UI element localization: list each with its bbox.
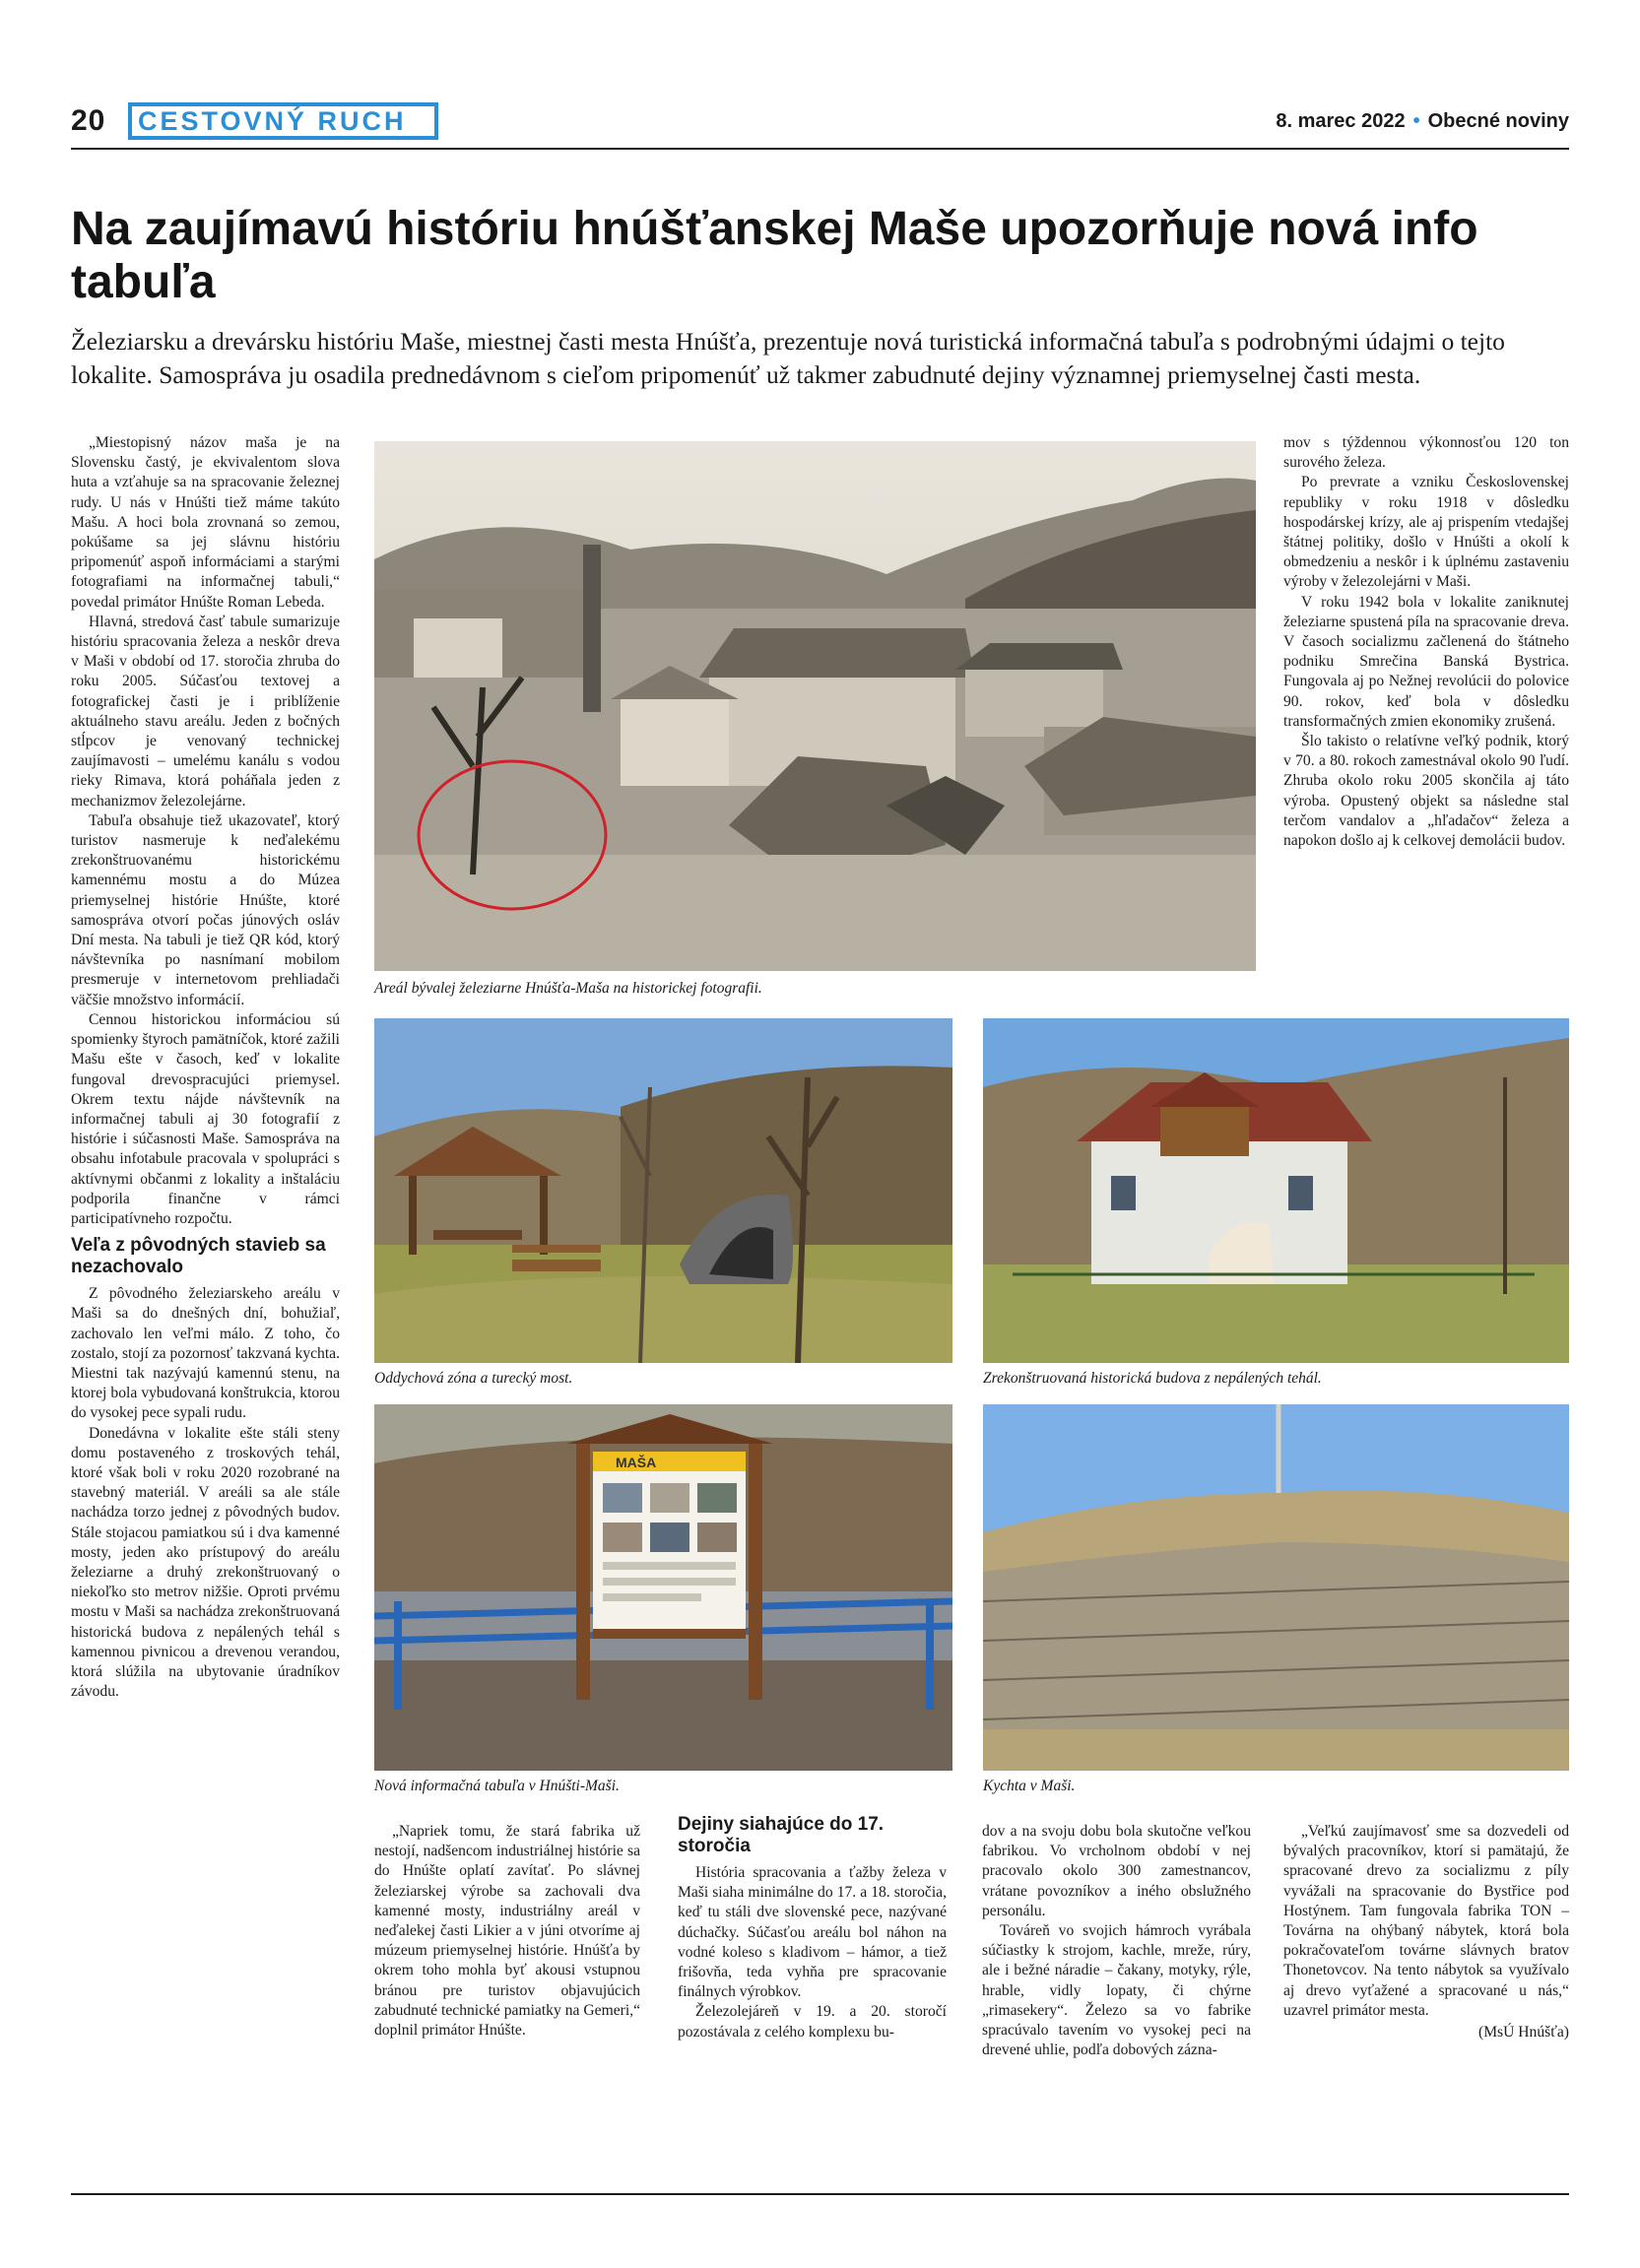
paragraph: Továreň vo svojich hámroch vyrábala súčiastky k strojom, kachle, mreže, rúry, ale i bežné náradie – čakany, motyky, rýle, hrable, vidly lopaty, či chýrne „rimasekery“. Železo sa vo fabrike spracúvalo tavením vo vysokej peci na drevené uhlie, podľa dobových zázna- [982, 1922, 1251, 2059]
bottom-column-1 [374, 1822, 640, 2041]
rest-zone-photo [374, 1018, 952, 1363]
author-signature: (MsÚ Hnúšťa) [1478, 2024, 1569, 2041]
article-title: Na zaujímavú históriu hnúšťanskej Maše upozorňuje nová info tabuľa [71, 203, 1478, 308]
publication-name: Obecné noviny [1427, 110, 1569, 132]
board-image [374, 1404, 952, 1771]
paragraph: Donedávna v lokalite ešte stáli steny domu postaveného z troskových tehál, ktoré však boli v roku 2020 rozobrané na stavebný materiál. V areáli sa ale stále nachádza torzo jednej z pôvodných budov. Stále stojacou pamiatkou sú i dva kamenné mosty, jeden ako prístupový do areálu železiarne a druhý zrekonštruovaný o niekoľko sto metrov nižšie. Oproti prvému mostu v Maši sa nachádza zrekonštruovaná historická budova z nepálených tehál s kamennou pivnicou a drevenou verandou, ktorá slúžila na ubytovanie úradníkov závodu. [71, 1424, 340, 1701]
kychta-photo [983, 1404, 1569, 1771]
rest-zone-image [374, 1018, 952, 1363]
subheading: Veľa z pôvodných stavieb sa nezachovalo [71, 1235, 326, 1278]
paragraph: Železolejáreň v 19. a 20. storočí pozostávala z celého komplexu bu- [678, 2003, 947, 2041]
historic-photo-caption: Areál bývalej železiarne Hnúšťa-Maša na historickej fotografii. [374, 980, 762, 997]
paragraph: Z pôvodného železiarskeho areálu v Maši sa do dnešných dní, bohužiaľ, zachovalo len veľmi málo. Z toho, čo zostalo, stojí za pozornosť takzvaná kychta. Miestni tak nazývajú kamennú stenu, na ktorej bola vybudovaná konštrukcia, ktorou do vysokej pece sypali rudu. [71, 1285, 340, 1422]
board-title: MAŠA [616, 1455, 657, 1470]
footer-rule [71, 2193, 1569, 2195]
paragraph: Šlo takisto o relatívne veľký podnik, ktorý v 70. a 80. rokoch zamestnával okolo 90 ľudí. Zhruba okolo roku 2005 skončila aj táto výroba. Opustený objekt sa následne stal terčom vandalov a „hľadačov“ železa a napokon došlo aj k celkovej demolácii budov. [1283, 733, 1569, 850]
paragraph: Hlavná, stredová časť tabule sumarizuje históriu spracovania železa a neskôr dreva v Maši v období od 17. storočia zhruba do roku 2005. Súčasťou textovej a fotografickej časti je i priblíženie aktuálneho stavu areálu. Jeden z bočných stĺpcov je venovaný technickej zaujímavosti – umelému kanálu s vodou rieky Rimava, ktorá poháňala jeden z mechanizmov železolejárne. [71, 613, 340, 810]
issue-date: 8. marec 2022 [1276, 110, 1406, 132]
building-photo [983, 1018, 1569, 1363]
board-caption: Nová informačná tabuľa v Hnúšti-Maši. [374, 1778, 620, 1794]
paragraph: dov a na svoju dobu bola skutočne veľkou fabrikou. Vo vrcholnom období v nej pracovalo okolo 300 zamestnancov, vrátane povozníkov a iného obslužného personálu. [982, 1823, 1251, 1919]
paragraph: História spracovania a ťažby železa v Maši siaha minimálne do 17. a 18. storočia, keď tu stáli dve slovenské pece, nazývané dúchačky. Súčasťou areálu bol náhon na vodné koleso s kladivom – hámor, a tiež frišovňa, teda vyhňa pre spracovanie finálnych výrobkov. [678, 1864, 947, 2001]
dateline [1276, 110, 1569, 133]
page-number: 20 [71, 104, 106, 137]
paragraph: V roku 1942 bola v lokalite zaniknutej železiarne spustená píla na spracovanie dreva. V časoch socializmu začlenená do štátneho podniku Smrečina Banská Bystrica. Fungovala aj po Nežnej revolúcii do polovice 90. rokov, keď bola v dôsledku transformačných zmien ekonomiky zrušená. [1283, 593, 1569, 730]
bottom-column-3 [982, 1822, 1251, 2060]
paragraph: Cennou historickou informáciou sú spomienky štyroch pamätníčok, ktoré zažili Mašu ešte v časoch, keď v lokalite fungoval drevospracujúci priemysel. Okrem textu nájde návštevník na informačnej tabuli aj 30 fotografií z histórie i súčasnosti Maše. Samospráva na obsahu infotabule pracovala v spolupráci s aktívnymi občanmi z lokality a inštaláciu podporila finančne v rámci participatívneho rozpočtu. [71, 1010, 340, 1227]
article-lead: Železiarsku a drevársku históriu Maše, miestnej časti mesta Hnúšťa, prezentuje nová turistická informačná tabuľa s podrobnými údajmi o tejto lokalite. Samospráva ju osadila prednedávnom s cieľom pripomenúť už takmer zabudnuté dejiny významnej priemyselnej časti mesta. [71, 327, 1505, 389]
header-rule [71, 148, 1569, 150]
right-column [1283, 433, 1569, 851]
paragraph: „Napriek tomu, že stará fabrika už nestojí, nadšencom industriálnej histórie sa do Hnúšte oplatí zavítať. Po slávnej železiarskej výrobe sa zachovali dva kamenné mosty, industriálny areál v neďalekej časti Likier a v júni otvoríme aj múzeum priemyselnej histórie. Hnúšťa by okrem toho mohla byť akousi vstupnou bránou pre turistov objavujúcich zabudnuté technické pamiatky na Gemeri,“ doplnil primátor Hnúšte. [374, 1823, 640, 2040]
paragraph: Po prevrate a vzniku Československej republiky v roku 1918 v dôsledku hospodárskej krízy, ale aj prispením vtedajšej štátnej politiky, došlo v Hnúšti a okolí k obmedzeniu a neskôr i k úplnému zastaveniu výroby v železolejárni v Maši. [1283, 474, 1569, 591]
paragraph: „Veľkú zaujímavosť sme sa dozvedeli od bývalých pracovníkov, ktorí si pamätajú, že spracované drevo za socializmu z píly vyvážali na spracovanie do Bystřice pod Hostýnem. Tam fungovala fabrika TON – Továrna na ohýbaný nábytek, ktorá bola pokračovateľom továrne slávnych bratov Thonetovcov. Na tento nábytok sa využívalo aj drevo vyťažené a spracované u nás,“ uzavrel primátor mesta. [1283, 1823, 1569, 2019]
rest-zone-caption: Oddychová zóna a turecký most. [374, 1370, 573, 1387]
separator-dot: • [1412, 110, 1420, 132]
historic-photo [374, 441, 1256, 971]
paragraph: „Miestopisný názov maša je na Slovensku častý, je ekvivalentom slova huta a vzťahuje sa na spracovanie železnej rudy. U nás v Hnúšti tiež máme takúto Mašu. A hoci bola zrovnaná so zemou, pokúšame sa jej slávnu históriu pripomenúť aspoň informáciami a starými fotografiami na informačnej tabuli,“ povedal primátor Hnúšte Roman Lebeda. [71, 434, 340, 611]
building-caption: Zrekonštruovaná historická budova z nepálených tehál. [983, 1370, 1322, 1387]
subheading: Dejiny siahajúce do 17. storočia [678, 1814, 885, 1856]
kychta-caption: Kychta v Maši. [983, 1778, 1076, 1794]
paragraph: Tabuľa obsahuje tiež ukazovateľ, ktorý turistov nasmeruje k neďalekému zrekonštruovanému historickému kamennému mostu a do Múzea priemyselnej histórie Hnúšte, ktoré samospráva otvorí počas júnových osláv Dní mesta. Na tabuli je tiež QR kód, ktorý návštevníka po nasnímaní mobilom presmeruje v internetovom prehliadači väčšie množstvo informácií. [71, 811, 340, 1008]
board-photo [374, 1404, 952, 1771]
paragraph: mov s týždennou výkonnosťou 120 ton surového železa. [1283, 434, 1569, 472]
section-label: CESTOVNÝ RUCH [128, 102, 438, 140]
left-column [71, 433, 340, 1702]
kychta-image [983, 1404, 1569, 1771]
building-image [983, 1018, 1569, 1363]
bottom-column-2 [678, 1814, 947, 2042]
historic-photo-image [374, 441, 1256, 971]
bottom-column-4 [1283, 1822, 1569, 2042]
